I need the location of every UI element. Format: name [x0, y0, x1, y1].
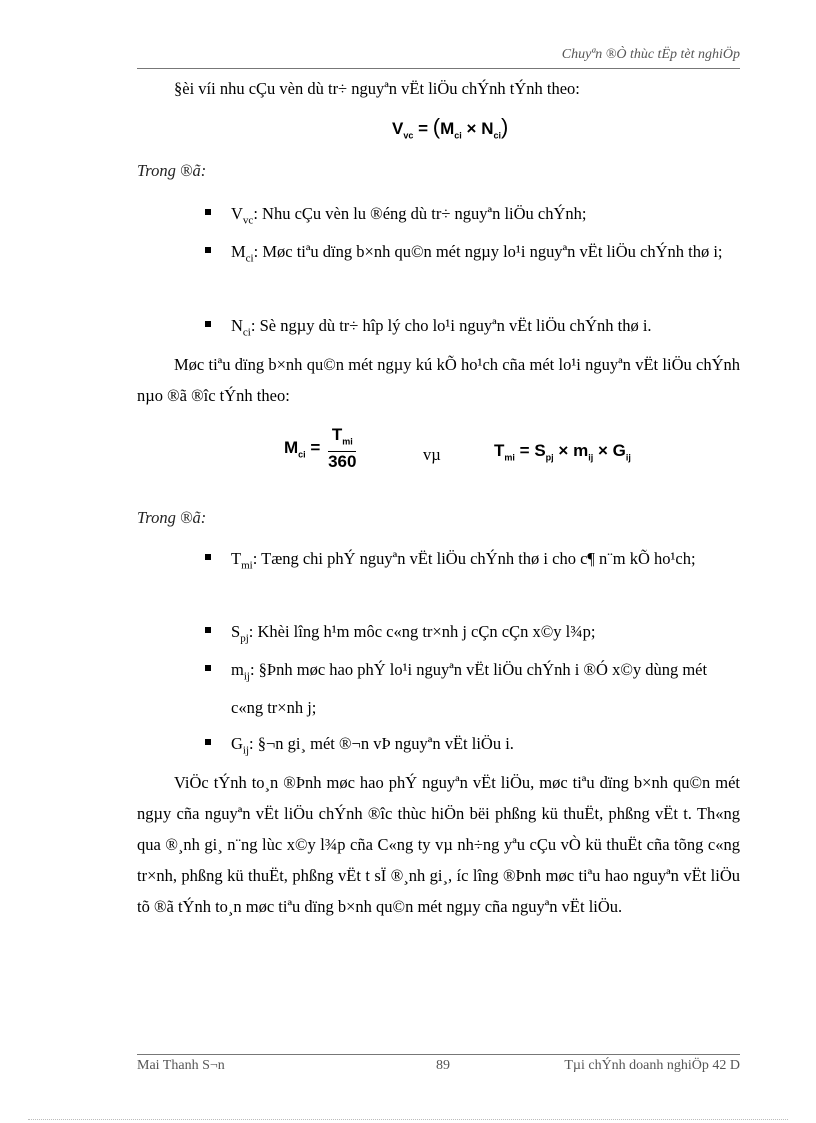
formula1-rparen: )	[500, 114, 509, 139]
formula3-times-2: ×	[597, 441, 608, 460]
footer-author: Mai Thanh S¬n	[137, 1058, 225, 1073]
bullet-symbol: G	[231, 734, 243, 753]
formula3-m: m	[573, 441, 589, 460]
square-bullet-icon	[205, 554, 211, 560]
formula3-m-sub: ij	[588, 452, 594, 463]
formula1-eq: =	[418, 119, 429, 138]
formula2-eq: =	[310, 438, 321, 458]
bullet-text: : Nhu cÇu vèn lu ®éng dù tr÷ nguyªn liÖu chÝnh;	[253, 204, 587, 223]
formula1-lparen: (	[432, 114, 441, 139]
bullet-symbol: M	[231, 242, 246, 261]
square-bullet-icon	[205, 209, 211, 215]
formula1-lhs-sub: vc	[403, 130, 414, 141]
bullet-item	[205, 616, 740, 654]
formula1-lhs: V	[392, 119, 404, 138]
formula3-s-sub: pj	[545, 452, 554, 463]
bullet-text: : Khèi lîng h¹m môc c«ng tr×nh j cÇn cÇn x©y l¾p;	[248, 622, 596, 641]
conjunction-text: vµ	[423, 445, 441, 464]
bullet-text: : Sè ngµy dù tr÷ hîp lý cho lo¹i nguyªn vËt liÖu chÝnh thø i.	[250, 316, 652, 335]
bullet-symbol: T	[231, 549, 242, 568]
page-number: 89	[436, 1058, 450, 1073]
formula3-lhs: T	[494, 441, 505, 460]
body-paragraph: ViÖc tÝnh to¸n ®Þnh møc hao phÝ nguyªn vËt liÖu, møc tiªu dïng b×nh qu©n mét ngµy cña nguyªn vËt liÖu chÝnh ®îc thùc hiÖn bëi phßng kü thuËt, phßng vËt t. Th«ng qua ®¸nh gi¸ n¨ng lùc x©y l¾p cña C«ng ty vµ nh÷ng yªu cÇu vÒ kü thuËt cña tõng c«ng tr×nh, phßng kü thuËt, phßng vËt t sÏ ®¸nh gi¸, íc lîng ®Þnh møc tiªu hao nguyªn vËt liÖu tõ ®ã tÝnh to¸n møc tiªu dïng b×nh qu©n mét ngµy cña nguyªn vËt liÖu.	[137, 773, 740, 916]
bullet-text: : §¬n gi¸ mét ®¬n vÞ nguyªn vËt liÖu i.	[249, 734, 514, 753]
formula2-numerator-sub: mi	[342, 436, 353, 447]
bullet-item	[205, 236, 740, 274]
formula3-g-sub: ij	[625, 452, 631, 463]
where-label-1: Trong ®ã:	[137, 161, 207, 180]
formula1-times: ×	[466, 119, 477, 138]
body-paragraph: Møc tiªu dïng b×nh qu©n mét ngµy kú kÕ ho¹ch cña mét lo¹i nguyªn vËt liÖu chÝnh nµo ®ã ®îc tÝnh theo:	[137, 355, 740, 405]
bullet-symbol-sub: mi	[241, 559, 253, 572]
bullet-symbol: S	[231, 622, 241, 641]
where-label-2: Trong ®ã:	[137, 508, 207, 527]
formula3-eq: =	[519, 441, 530, 460]
formula2-lhs-sub: ci	[298, 449, 306, 460]
formula3-s: S	[534, 441, 546, 460]
formula-mci	[284, 426, 359, 471]
footer-class: Tµi chÝnh doanh nghiÖp 42 D	[564, 1058, 740, 1073]
bullet-text: : §Þnh møc hao phÝ lo¹i nguyªn vËt liÖu chÝnh i ®Ó x©y dùng mét c«ng tr×nh j;	[231, 660, 708, 718]
bullet-symbol-sub: ci	[245, 252, 254, 265]
page-header: Chuyªn ®Ò thùc tËp tèt nghiÖp	[561, 47, 740, 62]
formula-vvc	[392, 114, 508, 140]
bullet-symbol-sub: ij	[243, 670, 250, 683]
bullet-item	[205, 198, 740, 236]
formula3-lhs-sub: mi	[504, 452, 515, 463]
intro-paragraph: §èi víi nhu cÇu vèn dù tr÷ nguyªn vËt liÖu chÝnh tÝnh theo:	[174, 79, 580, 98]
bullet-symbol-sub: pj	[240, 632, 249, 645]
square-bullet-icon	[205, 321, 211, 327]
bullet-item	[205, 728, 740, 766]
bullet-item	[205, 654, 740, 723]
bullet-item	[205, 543, 740, 581]
formula3-times-1: ×	[558, 441, 569, 460]
bullet-symbol: V	[231, 204, 243, 223]
bullet-symbol: N	[231, 316, 243, 335]
formula1-n: N	[481, 119, 494, 138]
square-bullet-icon	[205, 665, 211, 671]
bullet-item	[205, 310, 740, 348]
bullet-symbol-sub: ij	[242, 744, 250, 757]
formula1-n-sub: ci	[493, 130, 501, 141]
bullet-text: : Tæng chi phÝ nguyªn vËt liÖu chÝnh thø i cho c¶ n¨m kÕ ho¹ch;	[252, 549, 696, 568]
bullet-symbol-sub: ci	[242, 326, 251, 339]
formula1-m: M	[440, 119, 455, 138]
formula3-g: G	[612, 441, 626, 460]
formula2-numerator: T	[331, 425, 343, 444]
formula2-lhs: M	[284, 438, 299, 458]
square-bullet-icon	[205, 247, 211, 253]
square-bullet-icon	[205, 627, 211, 633]
formula-tmi	[494, 441, 631, 462]
footer-rule	[137, 1054, 740, 1055]
bullet-text: : Møc tiªu dïng b×nh qu©n mét ngµy lo¹i nguyªn vËt liÖu chÝnh thø i;	[253, 242, 723, 261]
bullet-symbol: m	[231, 660, 244, 679]
page-bottom-border	[28, 1119, 788, 1120]
formula1-m-sub: ci	[454, 130, 462, 141]
square-bullet-icon	[205, 739, 211, 745]
formula2-denominator: 360	[328, 452, 357, 472]
header-rule	[137, 68, 740, 69]
formula2-fraction	[328, 426, 356, 471]
bullet-symbol-sub: vc	[242, 214, 254, 227]
